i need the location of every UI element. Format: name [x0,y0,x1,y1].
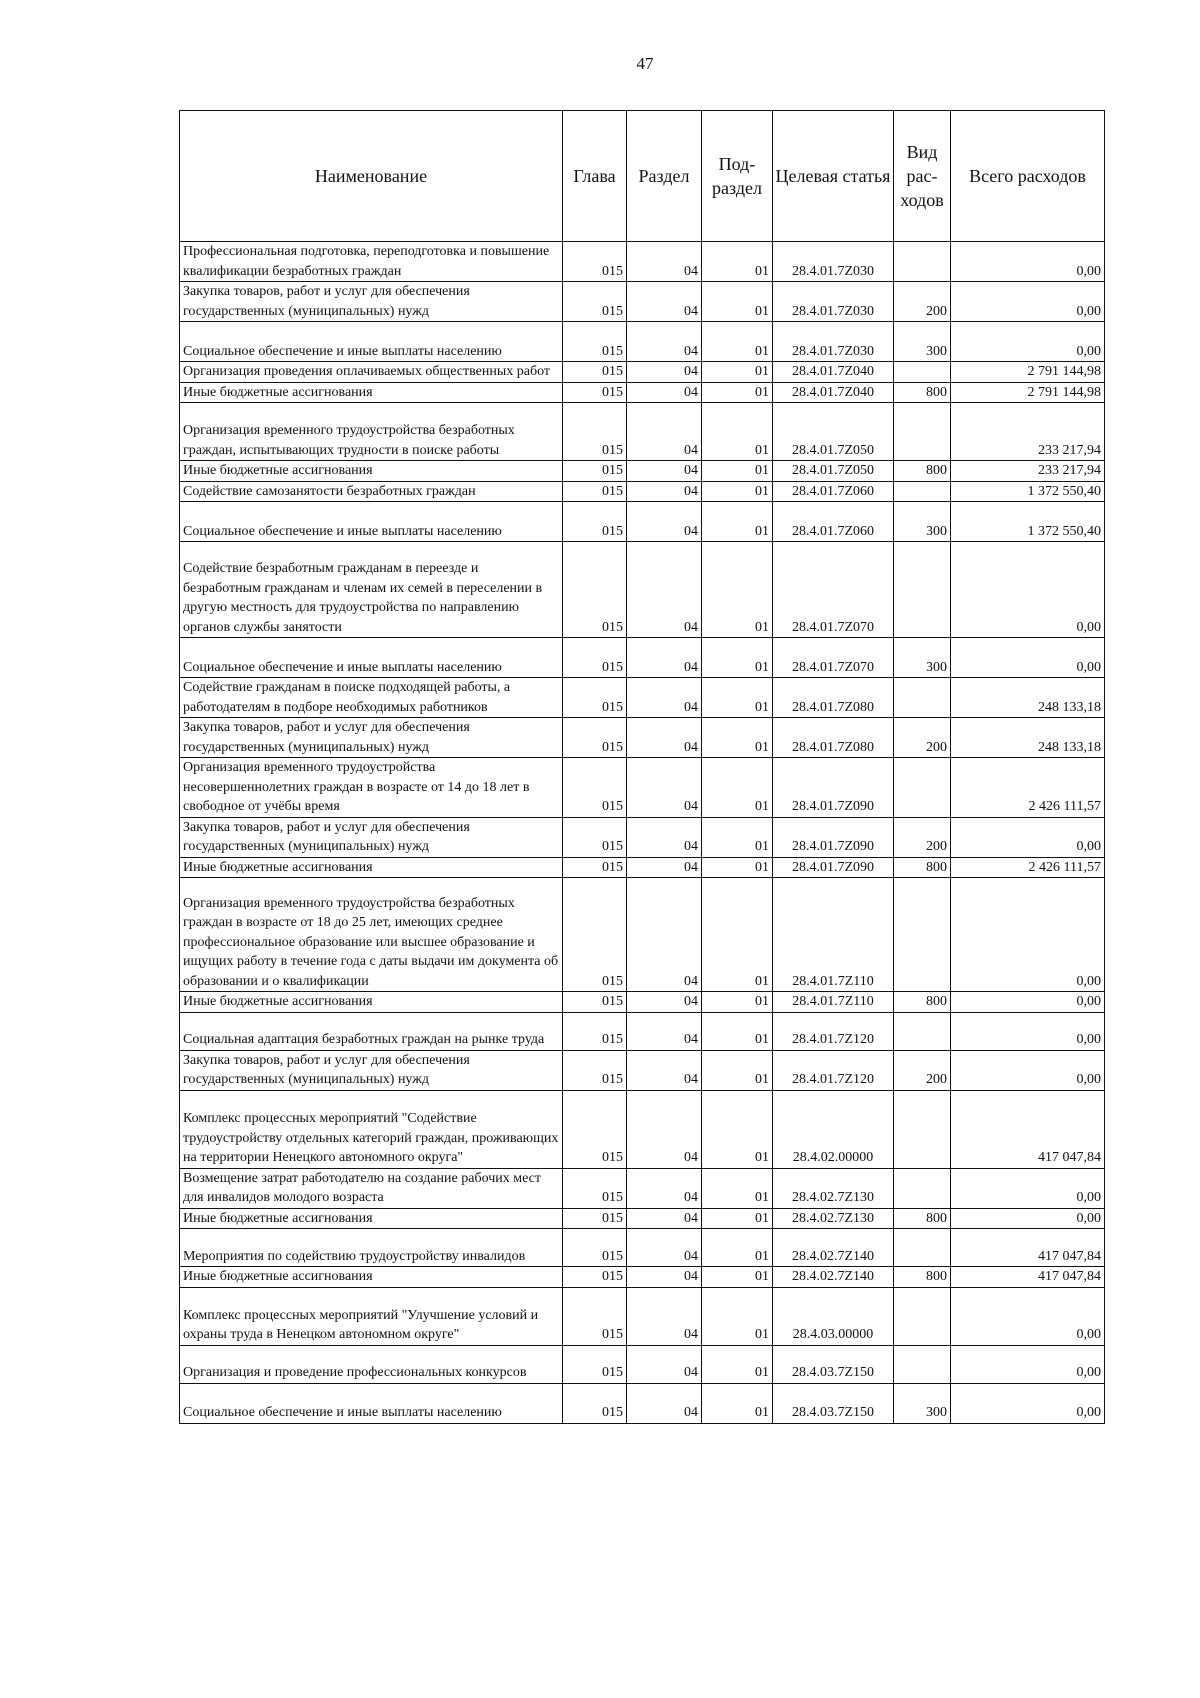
razdel-cell: 04 [627,857,702,878]
table-row [180,1012,1105,1050]
table-row [180,1090,1105,1168]
glava-cell: 015 [563,481,627,502]
name-cell: Социальное обеспечение и иные выплаты населению [180,322,563,362]
statya-cell: 28.4.01.7Z110 [773,992,894,1013]
glava-cell: 015 [563,322,627,362]
vid-cell [894,1287,951,1345]
razdel-cell: 04 [627,1208,702,1229]
statya-cell: 28.4.01.7Z090 [773,758,894,818]
statya-cell: 28.4.01.7Z030 [773,282,894,322]
table-row [180,1229,1105,1267]
header-statya: Целевая статья [773,111,894,242]
razdel-cell: 04 [627,382,702,403]
vid-cell: 800 [894,992,951,1013]
vid-cell [894,758,951,818]
total-cell: 1 372 550,40 [951,481,1105,502]
name-cell: Социальная адаптация безработных граждан на рынке труда [180,1012,563,1050]
statya-cell: 28.4.01.7Z050 [773,403,894,461]
table-row [180,362,1105,383]
vid-cell: 800 [894,461,951,482]
vid-cell [894,1090,951,1168]
razdel-cell: 04 [627,1287,702,1345]
total-cell: 233 217,94 [951,461,1105,482]
budget-table [179,110,1105,1424]
podrazdel-cell: 01 [702,1168,773,1208]
total-cell: 0,00 [951,322,1105,362]
statya-cell: 28.4.01.7Z070 [773,542,894,638]
total-cell: 248 133,18 [951,678,1105,718]
statya-cell: 28.4.01.7Z060 [773,481,894,502]
total-cell: 2 426 111,57 [951,758,1105,818]
name-cell: Профессиональная подготовка, переподготовка и повышение квалификации безработных граждан [180,242,563,282]
statya-cell: 28.4.01.7Z040 [773,382,894,403]
vid-cell: 800 [894,382,951,403]
statya-cell: 28.4.02.7Z130 [773,1208,894,1229]
vid-cell [894,542,951,638]
podrazdel-cell: 01 [702,1383,773,1423]
vid-cell [894,362,951,383]
statya-cell: 28.4.01.7Z120 [773,1012,894,1050]
table-row [180,1168,1105,1208]
vid-cell: 300 [894,1383,951,1423]
statya-cell: 28.4.02.7Z140 [773,1267,894,1288]
razdel-cell: 04 [627,481,702,502]
podrazdel-cell: 01 [702,1208,773,1229]
glava-cell: 015 [563,1345,627,1383]
razdel-cell: 04 [627,1229,702,1267]
vid-cell [894,878,951,992]
razdel-cell: 04 [627,1012,702,1050]
statya-cell: 28.4.01.7Z090 [773,857,894,878]
statya-cell: 28.4.01.7Z030 [773,242,894,282]
razdel-cell: 04 [627,1345,702,1383]
table-row [180,857,1105,878]
header-vid: Вид рас-ходов [894,111,951,242]
total-cell: 0,00 [951,1383,1105,1423]
name-cell: Закупка товаров, работ и услуг для обеспечения государственных (муниципальных) нужд [180,718,563,758]
vid-cell: 200 [894,817,951,857]
name-cell: Закупка товаров, работ и услуг для обеспечения государственных (муниципальных) нужд [180,282,563,322]
name-cell: Иные бюджетные ассигнования [180,382,563,403]
statya-cell: 28.4.03.00000 [773,1287,894,1345]
total-cell: 0,00 [951,817,1105,857]
razdel-cell: 04 [627,1168,702,1208]
podrazdel-cell: 01 [702,678,773,718]
razdel-cell: 04 [627,638,702,678]
podrazdel-cell: 01 [702,1287,773,1345]
glava-cell: 015 [563,1012,627,1050]
table-row [180,1345,1105,1383]
razdel-cell: 04 [627,1267,702,1288]
podrazdel-cell: 01 [702,1012,773,1050]
name-cell: Организация и проведение профессиональных конкурсов [180,1345,563,1383]
total-cell: 0,00 [951,992,1105,1013]
vid-cell: 300 [894,638,951,678]
total-cell: 2 791 144,98 [951,362,1105,383]
statya-cell: 28.4.02.7Z130 [773,1168,894,1208]
razdel-cell: 04 [627,362,702,383]
name-cell: Иные бюджетные ассигнования [180,1267,563,1288]
podrazdel-cell: 01 [702,638,773,678]
table-row [180,878,1105,992]
total-cell: 2 426 111,57 [951,857,1105,878]
podrazdel-cell: 01 [702,461,773,482]
table-row [180,1050,1105,1090]
total-cell: 0,00 [951,1208,1105,1229]
name-cell: Иные бюджетные ассигнования [180,461,563,482]
podrazdel-cell: 01 [702,403,773,461]
glava-cell: 015 [563,1208,627,1229]
table-row [180,1383,1105,1423]
vid-cell: 300 [894,322,951,362]
glava-cell: 015 [563,362,627,383]
total-cell: 417 047,84 [951,1090,1105,1168]
razdel-cell: 04 [627,242,702,282]
total-cell: 0,00 [951,542,1105,638]
podrazdel-cell: 01 [702,857,773,878]
statya-cell: 28.4.01.7Z110 [773,878,894,992]
header-podrazdel: Под-раздел [702,111,773,242]
total-cell: 248 133,18 [951,718,1105,758]
razdel-cell: 04 [627,403,702,461]
podrazdel-cell: 01 [702,758,773,818]
statya-cell: 28.4.01.7Z090 [773,817,894,857]
razdel-cell: 04 [627,1050,702,1090]
glava-cell: 015 [563,1090,627,1168]
podrazdel-cell: 01 [702,242,773,282]
name-cell: Иные бюджетные ассигнования [180,992,563,1013]
table-row [180,382,1105,403]
total-cell: 417 047,84 [951,1229,1105,1267]
table-row [180,817,1105,857]
podrazdel-cell: 01 [702,1345,773,1383]
total-cell: 0,00 [951,282,1105,322]
table-row [180,322,1105,362]
glava-cell: 015 [563,718,627,758]
table-row [180,992,1105,1013]
razdel-cell: 04 [627,502,702,542]
page-number: 47 [636,54,654,73]
glava-cell: 015 [563,1383,627,1423]
name-cell: Закупка товаров, работ и услуг для обеспечения государственных (муниципальных) нужд [180,817,563,857]
podrazdel-cell: 01 [702,1090,773,1168]
name-cell: Социальное обеспечение и иные выплаты населению [180,502,563,542]
podrazdel-cell: 01 [702,878,773,992]
glava-cell: 015 [563,638,627,678]
statya-cell: 28.4.01.7Z070 [773,638,894,678]
total-cell: 0,00 [951,1050,1105,1090]
razdel-cell: 04 [627,1383,702,1423]
podrazdel-cell: 01 [702,1229,773,1267]
statya-cell: 28.4.01.7Z120 [773,1050,894,1090]
header-total: Всего расходов [951,111,1105,242]
name-cell: Закупка товаров, работ и услуг для обеспечения государственных (муниципальных) нужд [180,1050,563,1090]
podrazdel-cell: 01 [702,817,773,857]
name-cell: Содействие гражданам в поиске подходящей работы, а работодателям в подборе необходимых работников [180,678,563,718]
table-row [180,461,1105,482]
razdel-cell: 04 [627,817,702,857]
table-row [180,481,1105,502]
name-cell: Организация временного трудоустройства безработных граждан, испытывающих трудности в поиске работы [180,403,563,461]
razdel-cell: 04 [627,678,702,718]
table-row [180,638,1105,678]
name-cell: Социальное обеспечение и иные выплаты населению [180,1383,563,1423]
podrazdel-cell: 01 [702,718,773,758]
table-row [180,282,1105,322]
vid-cell [894,481,951,502]
razdel-cell: 04 [627,878,702,992]
glava-cell: 015 [563,878,627,992]
podrazdel-cell: 01 [702,362,773,383]
table-row [180,1208,1105,1229]
glava-cell: 015 [563,403,627,461]
vid-cell: 200 [894,1050,951,1090]
total-cell: 0,00 [951,1168,1105,1208]
statya-cell: 28.4.03.7Z150 [773,1345,894,1383]
name-cell: Возмещение затрат работодателю на создание рабочих мест для инвалидов молодого возраста [180,1168,563,1208]
glava-cell: 015 [563,992,627,1013]
name-cell: Содействие самозанятости безработных граждан [180,481,563,502]
statya-cell: 28.4.02.00000 [773,1090,894,1168]
table-row [180,758,1105,818]
total-cell: 417 047,84 [951,1267,1105,1288]
table-row [180,1287,1105,1345]
total-cell: 0,00 [951,638,1105,678]
total-cell: 0,00 [951,1012,1105,1050]
vid-cell: 200 [894,718,951,758]
name-cell: Организация проведения оплачиваемых общественных работ [180,362,563,383]
glava-cell: 015 [563,678,627,718]
razdel-cell: 04 [627,992,702,1013]
statya-cell: 28.4.01.7Z060 [773,502,894,542]
table-row [180,403,1105,461]
razdel-cell: 04 [627,758,702,818]
statya-cell: 28.4.03.7Z150 [773,1383,894,1423]
razdel-cell: 04 [627,718,702,758]
podrazdel-cell: 01 [702,282,773,322]
name-cell: Комплекс процессных мероприятий "Содействие трудоустройству отдельных категорий граждан, проживающих на территории Ненецкого автономного округа" [180,1090,563,1168]
name-cell: Мероприятия по содействию трудоустройству инвалидов [180,1229,563,1267]
vid-cell: 800 [894,1267,951,1288]
podrazdel-cell: 01 [702,1050,773,1090]
table-row [180,502,1105,542]
glava-cell: 015 [563,242,627,282]
total-cell: 0,00 [951,878,1105,992]
razdel-cell: 04 [627,542,702,638]
vid-cell [894,242,951,282]
table-row [180,678,1105,718]
name-cell: Иные бюджетные ассигнования [180,1208,563,1229]
vid-cell: 800 [894,1208,951,1229]
glava-cell: 015 [563,502,627,542]
glava-cell: 015 [563,758,627,818]
glava-cell: 015 [563,817,627,857]
table-row [180,542,1105,638]
glava-cell: 015 [563,1267,627,1288]
header-glava: Глава [563,111,627,242]
table-header [180,111,1105,242]
total-cell: 2 791 144,98 [951,382,1105,403]
podrazdel-cell: 01 [702,322,773,362]
vid-cell [894,1012,951,1050]
vid-cell [894,1168,951,1208]
name-cell: Организация временного трудоустройства несовершеннолетних граждан в возрасте от 14 до 18 лет в свободное от учёбы время [180,758,563,818]
podrazdel-cell: 01 [702,542,773,638]
total-cell: 0,00 [951,242,1105,282]
glava-cell: 015 [563,542,627,638]
razdel-cell: 04 [627,461,702,482]
vid-cell [894,403,951,461]
razdel-cell: 04 [627,322,702,362]
vid-cell: 800 [894,857,951,878]
glava-cell: 015 [563,1229,627,1267]
glava-cell: 015 [563,382,627,403]
glava-cell: 015 [563,857,627,878]
vid-cell: 200 [894,282,951,322]
header-razdel: Раздел [627,111,702,242]
name-cell: Социальное обеспечение и иные выплаты населению [180,638,563,678]
statya-cell: 28.4.01.7Z080 [773,718,894,758]
name-cell: Организация временного трудоустройства безработных граждан в возрасте от 18 до 25 лет, имеющих среднее профессиональное образование или высшее образование и ищущих работу в течение года с даты выдачи им документа об образовании и о квалификации [180,878,563,992]
glava-cell: 015 [563,1287,627,1345]
table-row [180,242,1105,282]
total-cell: 0,00 [951,1287,1105,1345]
podrazdel-cell: 01 [702,502,773,542]
glava-cell: 015 [563,1050,627,1090]
total-cell: 233 217,94 [951,403,1105,461]
total-cell: 0,00 [951,1345,1105,1383]
podrazdel-cell: 01 [702,992,773,1013]
statya-cell: 28.4.02.7Z140 [773,1229,894,1267]
header-name: Наименование [180,111,563,242]
statya-cell: 28.4.01.7Z030 [773,322,894,362]
podrazdel-cell: 01 [702,1267,773,1288]
vid-cell: 300 [894,502,951,542]
glava-cell: 015 [563,461,627,482]
glava-cell: 015 [563,1168,627,1208]
podrazdel-cell: 01 [702,382,773,403]
name-cell: Иные бюджетные ассигнования [180,857,563,878]
statya-cell: 28.4.01.7Z080 [773,678,894,718]
podrazdel-cell: 01 [702,481,773,502]
statya-cell: 28.4.01.7Z050 [773,461,894,482]
statya-cell: 28.4.01.7Z040 [773,362,894,383]
vid-cell [894,1345,951,1383]
name-cell: Комплекс процессных мероприятий "Улучшение условий и охраны труда в Ненецком автономном округе" [180,1287,563,1345]
table-row [180,1267,1105,1288]
table-body [180,242,1105,1424]
name-cell: Содействие безработным гражданам в переезде и безработным гражданам и членам их семей в переселении в другую местность для трудоустройства по направлению органов службы занятости [180,542,563,638]
vid-cell [894,1229,951,1267]
razdel-cell: 04 [627,1090,702,1168]
glava-cell: 015 [563,282,627,322]
vid-cell [894,678,951,718]
razdel-cell: 04 [627,282,702,322]
table-row [180,718,1105,758]
total-cell: 1 372 550,40 [951,502,1105,542]
